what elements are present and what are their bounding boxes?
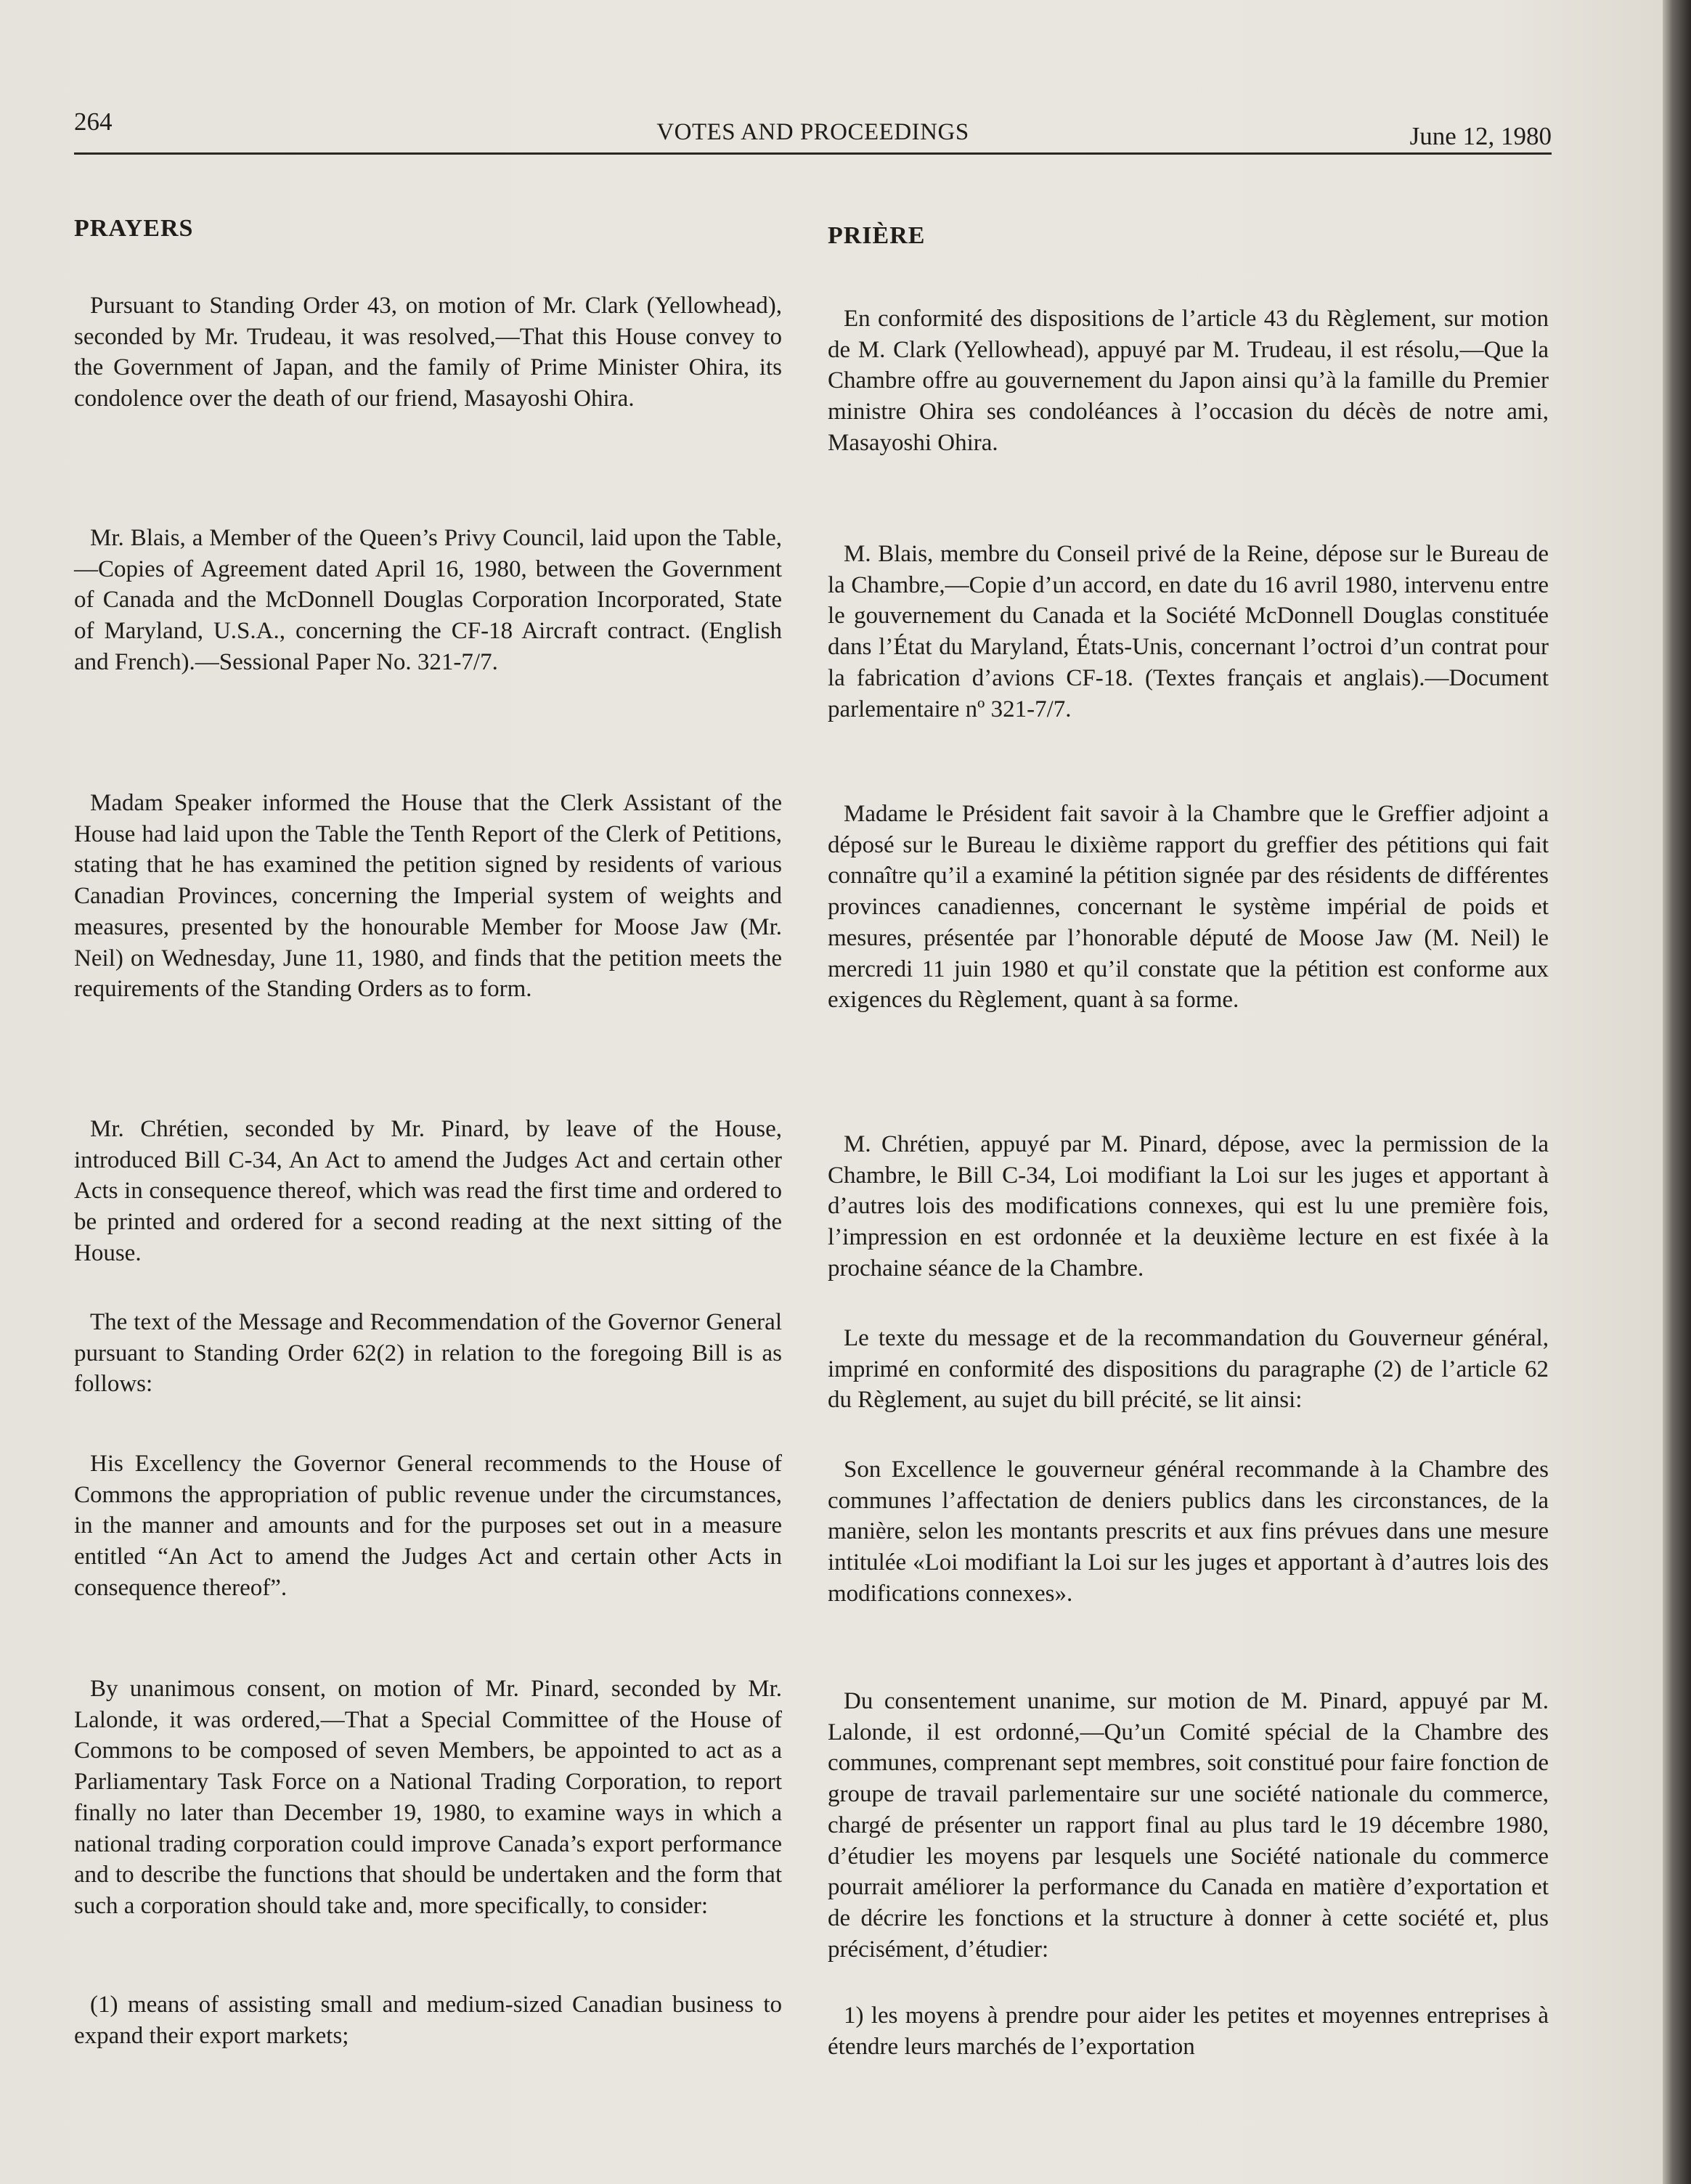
french-heading: PRIÈRE — [828, 222, 926, 249]
english-paragraph-condolence: Pursuant to Standing Order 43, on motion of Mr. Clark (Yellowhead), seconded by Mr. Trudeau, it was resolved,—That this House convey to the Government of Japan, and the family of Prime Minister Ohira, its condolence over the death of our friend, Masayoshi Ohira. — [74, 293, 782, 412]
french-paragraph-recommendation: Son Excellence le gouverneur général recommande à la Chambre des communes l’affectation de deniers publics dans les circonstances, de la manière, selon les montants prescrits et aux fins prévues dans une mesure intitulée «Loi modifiant la Loi sur les juges et apportant à d’autres lois des modifications connexes». — [828, 1456, 1549, 1607]
english-paragraph-bill-c34: Mr. Chrétien, seconded by Mr. Pinard, by leave of the House, introduced Bill C-34, An Act to amend the Judges Act and certain other Acts in consequence thereof, which was read the first time and ordered to be printed and ordered for a second reading at the next sitting of the House. — [74, 1116, 782, 1266]
english-paragraph-special-committee: By unanimous consent, on motion of Mr. Pinard, seconded by Mr. Lalonde, it was ordered,—That a Special Committee of the House of Commons to be composed of seven Members, be appointed to act as a Parliamentary Task Force on a National Trading Corporation, to report finally no later than December 19, 1980, to examine ways in which a national trading corporation could improve Canada’s export performance and to describe the functions that should be undertaken and the form that such a corporation should take and, more specifically, to consider: — [74, 1676, 782, 1919]
french-paragraph-bill-c34: M. Chrétien, appuyé par M. Pinard, dépose, avec la permission de la Chambre, le Bill C-34, Loi modifiant la Loi sur les juges et apportant à d’autres lois des modifications connexes, qui est lu une première fois, l’impression en est ordonnée et la deuxième lecture en est fixée à la prochaine séance de la Chambre. — [828, 1131, 1549, 1282]
french-paragraph-petition-report: Madame le Président fait savoir à la Chambre que le Greffier adjoint a déposé sur le Bureau le dixième rapport du greffier des pétitions qui fait connaître qu’il a examiné la pétition signée par des résidents de différentes provinces canadiennes, concernant le système impérial de poids et mesures, présentée par l’honorable député de Moose Jaw (M. Neil) le mercredi 11 juin 1980 et qu’il constate que la pétition est conforme aux exigences du Règlement, quant à sa forme. — [828, 801, 1549, 1014]
binding-edge-shadow — [1663, 0, 1691, 2184]
page-header — [74, 107, 1552, 155]
english-paragraph-item-1: (1) means of assisting small and medium-sized Canadian business to expand their export markets; — [74, 1992, 782, 2049]
english-paragraph-tabled-agreement: Mr. Blais, a Member of the Queen’s Privy Council, laid upon the Table,—Copies of Agreement dated April 16, 1980, between the Government of Canada and the McDonnell Douglas Corporation Incorporated, State of Maryland, U.S.A., concerning the CF-18 Aircraft contract. (English and French).—Sessional Paper No. 321-7/7. — [74, 525, 782, 675]
english-paragraph-recommendation: His Excellency the Governor General recommends to the House of Commons the appropriation of public revenue under the circumstances, in the manner and amounts and for the purposes set out in a measure entitled “An Act to amend the Judges Act and certain other Acts in consequence thereof”. — [74, 1451, 782, 1601]
header-date: June 12, 1980 — [1409, 122, 1552, 150]
french-paragraph-message-intro: Le texte du message et de la recommandation du Gouverneur général, imprimé en conformité des dispositions du paragraphe (2) de l’article 62 du Règlement, au sujet du bill précité, se lit ainsi: — [828, 1325, 1549, 1414]
english-heading: PRAYERS — [74, 215, 194, 242]
french-paragraph-tabled-agreement: M. Blais, membre du Conseil privé de la Reine, dépose sur le Bureau de la Chambre,—Copie d’un accord, en date du 16 avril 1980, intervenu entre le gouvernement du Canada et la Société McDonnell Douglas constituée dans l’État du Maryland, États-Unis, concernant l’octroi d’un contrat pour la fabrication d’avions CF-18. (Textes français et anglais).—Document parlementaire nº 321-7/7. — [828, 541, 1549, 722]
english-paragraph-petition-report: Madam Speaker informed the House that the Clerk Assistant of the House had laid upon the Table the Tenth Report of the Clerk of Petitions, stating that he has examined the petition signed by residents of various Canadian Provinces, concerning the Imperial system of weights and measures, presented by the honourable Member for Moose Jaw (Mr. Neil) on Wednesday, June 11, 1980, and finds that the petition meets the requirements of the Standing Orders as to form. — [74, 790, 782, 1003]
french-paragraph-item-1: 1) les moyens à prendre pour aider les petites et moyennes entreprises à étendre leurs marchés de l’exportation — [828, 2002, 1549, 2060]
running-title: VOTES AND PROCEEDINGS — [656, 119, 969, 145]
french-paragraph-special-committee: Du consentement unanime, sur motion de M. Pinard, appuyé par M. Lalonde, il est ordonné,—Qu’un Comité spécial de la Chambre des communes, comprenant sept membres, soit constitué pour faire fonction de groupe de travail parlementaire sur une société nationale du commerce, chargé de présenter un rapport final au plus tard le 19 décembre 1980, d’étudier les moyens par lesquels une Société nationale du commerce pourrait améliorer la performance du Canada en matière d’exportation et de décrire les fonctions et la structure à donner à cette société et, plus précisément, d’étudier: — [828, 1688, 1549, 1963]
french-paragraph-condolence: En conformité des dispositions de l’article 43 du Règlement, sur motion de M. Clark (Yellowhead), appuyé par M. Trudeau, il est résolu,—Que la Chambre offre au gouvernement du Japon ainsi qu’à la famille du Premier ministre Ohira ses condoléances à l’occasion du décès de notre ami, Masayoshi Ohira. — [828, 306, 1549, 456]
english-paragraph-message-intro: The text of the Message and Recommendation of the Governor General pursuant to Standing Order 62(2) in relation to the foregoing Bill is as follows: — [74, 1309, 782, 1398]
page-number: 264 — [74, 107, 113, 136]
